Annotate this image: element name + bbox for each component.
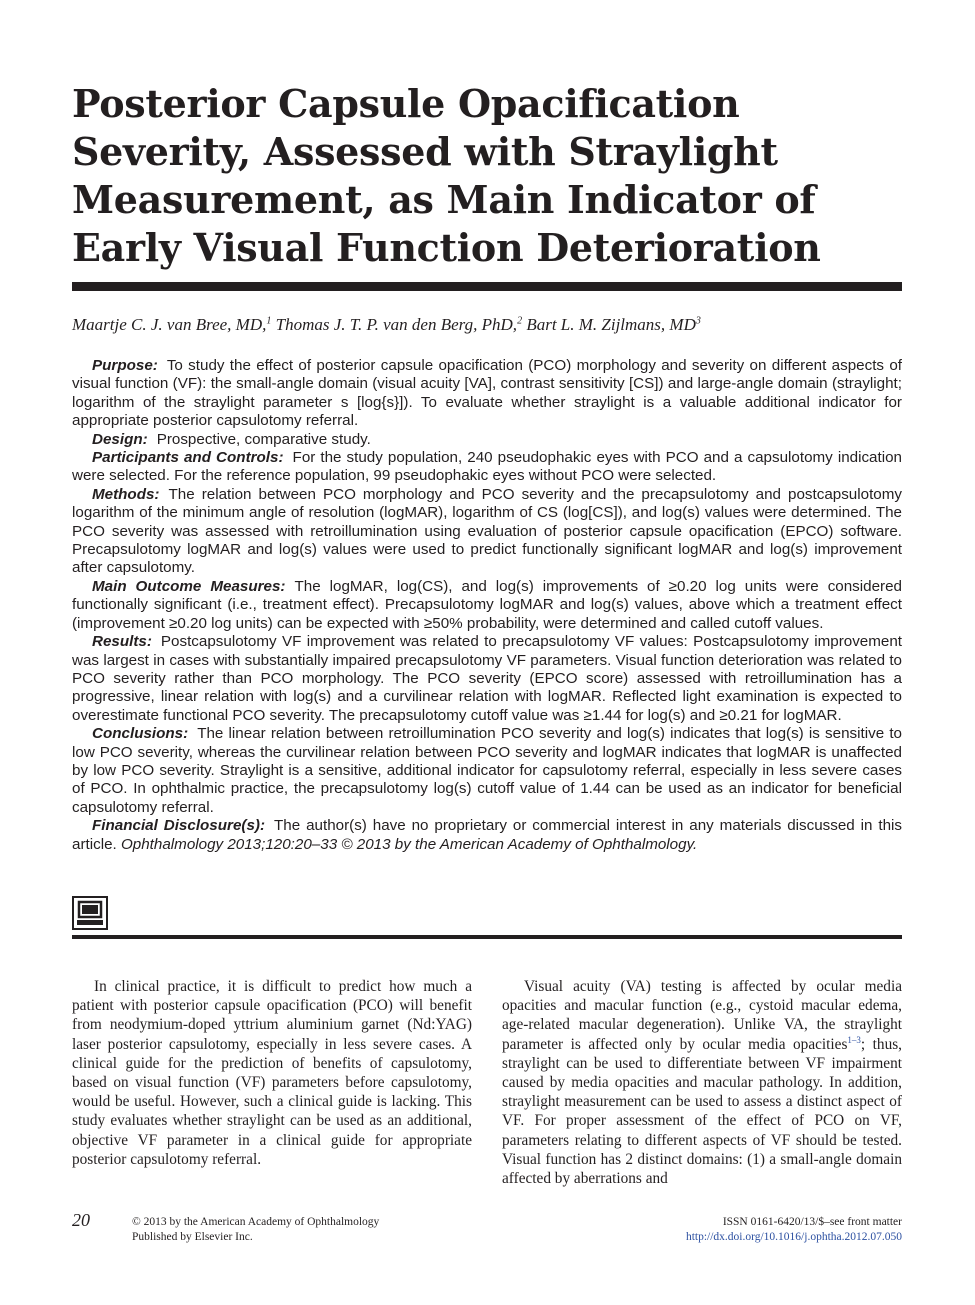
author-1-affiliation: 1 bbox=[266, 315, 272, 327]
author-1: Maartje C. J. van Bree, MD, bbox=[72, 315, 267, 334]
footer-copyright-block bbox=[132, 1215, 452, 1245]
footer-issn: ISSN 0161-6420/13/$–see front matter bbox=[722, 1216, 902, 1228]
reference-link[interactable]: 1–3 bbox=[847, 1034, 861, 1045]
abstract-design bbox=[72, 431, 902, 449]
abstract-results bbox=[72, 633, 902, 725]
abstract-purpose bbox=[72, 357, 902, 431]
title-rule bbox=[72, 282, 902, 291]
footer-publisher: Published by Elsevier Inc. bbox=[132, 1231, 253, 1243]
author-3: Bart L. M. Zijlmans, MD bbox=[526, 315, 696, 334]
design-label: Design: bbox=[92, 430, 148, 448]
va-text-rest: ; thus, straylight can be used to differentiate between VF impairment caused by media opacities and macular pathology. In addition, straylight measurement can be used to assess a distinct aspect of VF. For proper assessment of the effect of PCO on VF, parameters relating to different aspects of VF should be tested. Visual function has 2 distinct domains: (1) a small-angle domain affected by aberrations and bbox=[502, 1035, 902, 1188]
abstract bbox=[72, 357, 902, 854]
purpose-text: To study the effect of posterior capsule opacification (PCO) morphology and severity on different aspects of visual function (VF): the small-angle domain (visual acuity [VA], contrast sensitivity [CS]) and large-angle domain (straylight; logarithm of the straylight parameter s [log{s}]). To evaluate whether straylight is a valuable additional indicator for appropriate posterior capsulotomy referral. bbox=[72, 357, 902, 430]
results-label: Results: bbox=[92, 633, 152, 651]
article-title: Posterior Capsule Opacification Severity, Assessed with Straylight Measurement, as Main Indicator of Early Visual Function Deterioration bbox=[72, 81, 821, 270]
abstract-conclusions bbox=[72, 725, 902, 817]
results-text: Postcapsulotomy VF improvement was related to precapsulotomy VF values: Postcapsulotomy improvement was largest in cases with substantially impaired precapsulotomy VF parameters. Visual function deterioration was related to PCO severity rather than PCO morphology. The PCO severity (EPCO score) assessed with retroillumination has a progressive, linear relation with log(s) and a curvilinear relation with logMAR. Reflected light examination is expected to overestimate functional PCO severity. The precapsulotomy cutoff value was ≥1.44 for log(s) and ≥0.21 for logMAR. bbox=[72, 633, 902, 724]
outcome-text: The logMAR, log(CS), and log(s) improvements of ≥0.20 log units were considered functionally significant (i.e., treatment effect). Precapsulotomy logMAR and log(s) values, above which a treatment effect (improvement ≥0.20 log units) can be expected with ≥50% probability, were determined and called cutoff values. bbox=[72, 577, 902, 632]
purpose-label: Purpose: bbox=[92, 357, 158, 374]
footer-right bbox=[602, 1215, 902, 1245]
conclusions-text: The linear relation between retroillumination PCO severity and log(s) indicates that log(s) is sensitive to low PCO severity, whereas the curvilinear relation between PCO severity and logMAR indicates that logMAR is unaffected by low PCO severity. Straylight is a sensitive, additional indicator for capsulotomy referral, especially in less severe cases of PCO. In ophthalmic practice, the precapsulotomy log(s) cutoff value of 1.44 can be used as an indicator for beneficial capsulotomy referral. bbox=[72, 725, 902, 816]
va-text-start: Visual acuity (VA) testing is affected by ocular media opacities and macular function (e.g., cystoid macular edema, age-related macular degeneration). Unlike VA, the straylight parameter is affected only by ocular media opacities bbox=[502, 978, 902, 1053]
page-number: 20 bbox=[72, 1210, 90, 1230]
doi-link[interactable]: http://dx.doi.org/10.1016/j.ophtha.2012.07.050 bbox=[685, 1231, 902, 1243]
abstract-bottom-rule bbox=[72, 935, 902, 939]
author-3-affiliation: 3 bbox=[695, 315, 701, 327]
methods-label: Methods: bbox=[92, 485, 160, 503]
author-2-affiliation: 2 bbox=[517, 315, 523, 327]
body-paragraph-intro: In clinical practice, it is difficult to predict how much a patient with posterior capsule opacification (PCO) will benefit from neodymium-doped yttrium aluminium garnet (Nd:YAG) laser posterior capsulotomy, especially in less severe cases. A clinical guide for the prediction of benefits of capsulotomy, based on visual function (VF) parameters before capsulotomy, would be useful. However, such a clinical guide is lacking. This study evaluates whether straylight can be used as an additional, objective VF parameter in a clinical guide for appropriate posterior capsulotomy referral. bbox=[72, 978, 472, 1168]
outcome-label: Main Outcome Measures: bbox=[92, 577, 286, 595]
methods-text: The relation between PCO morphology and PCO severity and the precapsulotomy and postcapsulotomy logarithm of the minimum angle of resolution (logMAR), logarithm of CS (log[CS]), and log(s) values were determined. The PCO severity was assessed with retroillumination using evaluation of posterior capsule opacification (EPCO) software. Precapsulotomy logMAR and log(s) values were used to predict functionally significant logMAR and log(s) improvement after capsulotomy. bbox=[72, 485, 902, 577]
disclosure-label: Financial Disclosure(s): bbox=[92, 817, 266, 835]
body-column-right bbox=[502, 977, 902, 1188]
participants-text: For the study population, 240 pseudophakic eyes with PCO and a capsulotomy indication were selected. For the reference population, 99 pseudophakic eyes without PCO were selected. bbox=[72, 449, 902, 485]
body-paragraph-va bbox=[502, 977, 902, 1188]
journal-citation: Ophthalmology 2013;120:20–33 © 2013 by the American Academy of Ophthalmology. bbox=[120, 835, 698, 853]
footer-copyright: © 2013 by the American Academy of Ophthalmology bbox=[132, 1216, 380, 1228]
author-list bbox=[72, 313, 902, 337]
conclusions-label: Conclusions: bbox=[92, 725, 189, 743]
participants-label: Participants and Controls: bbox=[92, 449, 284, 467]
body-column-left bbox=[72, 977, 472, 1169]
abstract-methods bbox=[72, 486, 902, 578]
abstract-outcome bbox=[72, 578, 902, 633]
design-text: Prospective, comparative study. bbox=[156, 430, 371, 448]
computer-icon[interactable] bbox=[72, 896, 108, 930]
abstract-disclosure bbox=[72, 817, 902, 854]
author-2: Thomas J. T. P. van den Berg, PhD, bbox=[275, 315, 518, 334]
disclosure-text: The author(s) have no proprietary or commercial interest in any materials discussed in this article. bbox=[72, 817, 902, 853]
abstract-participants bbox=[72, 449, 902, 486]
